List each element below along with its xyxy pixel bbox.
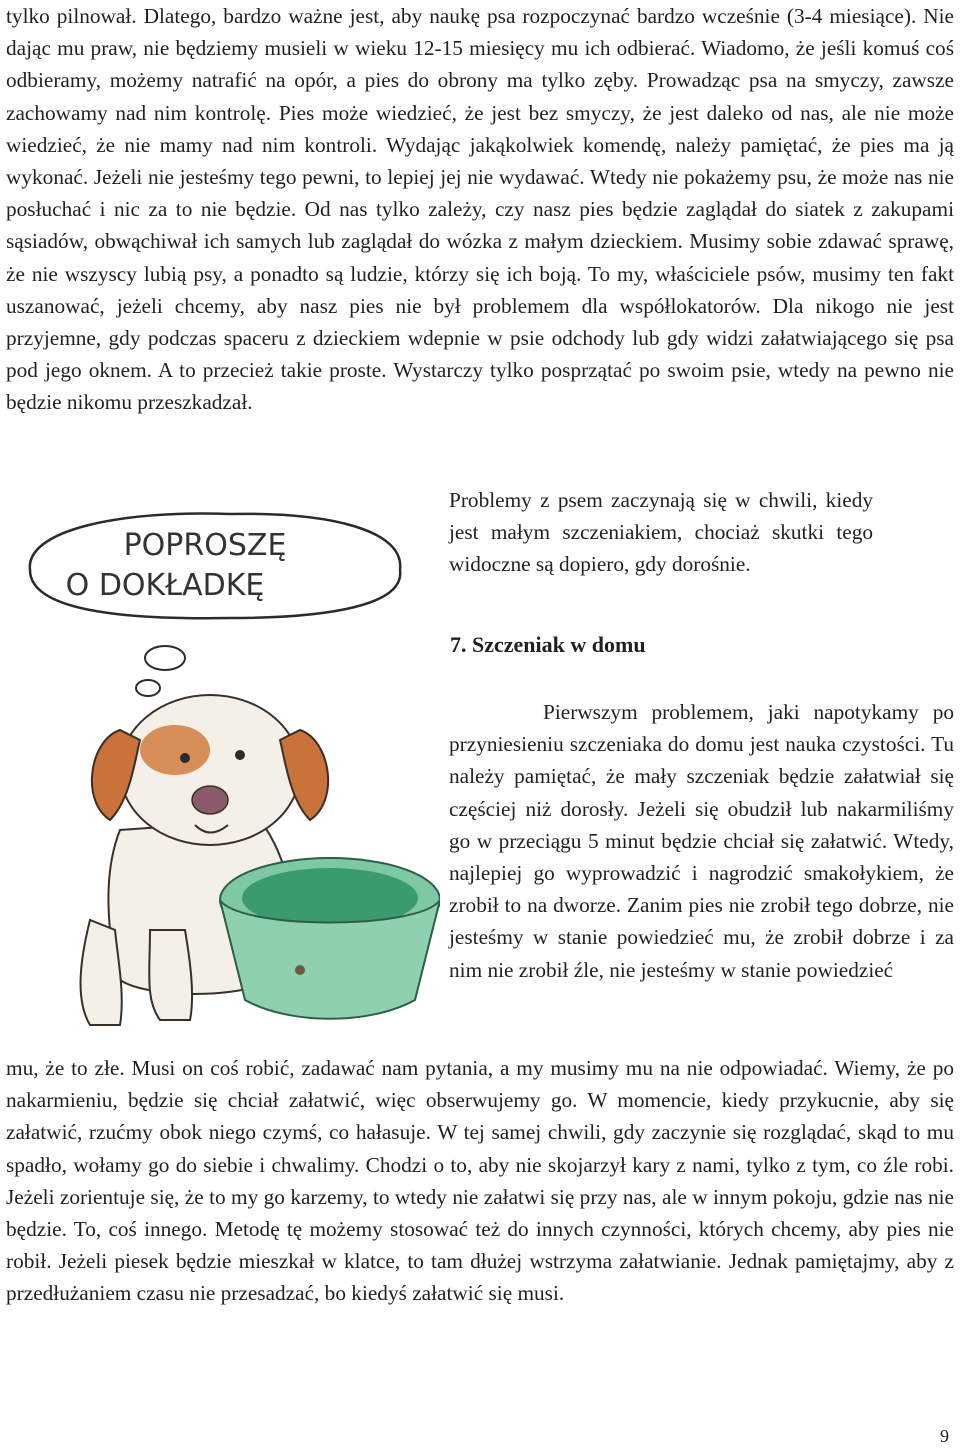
speech-bubble-line-1: POPROSZĘ bbox=[123, 528, 287, 563]
section-heading: 7. Szczeniak w domu bbox=[450, 632, 646, 657]
food-bowl bbox=[220, 858, 440, 1019]
paragraph-intro: tylko pilnował. Dlatego, bardzo ważne jest, aby naukę psa rozpoczynać bardzo wcześnie (3-4 miesiące). Nie dając mu praw, nie będziemy musieli w wieku 12-15 miesięcy mu ich odbierać. Wiadomo, że jeśli komuś coś odbieramy, możemy natrafić na opór, a pies do obrony ma tylko zęby. Prowadząc psa na smyczy, zawsze zachowamy nad nim kontrolę. Pies może wiedzieć, że jest bez smyczy, że jest daleko od nas, ale nie może wiedzieć, że nie mamy nad nim kontroli. Wydając jakąkolwiek komendę, należy pamiętać, że pies ma ją wykonać. Jeżeli nie jesteśmy tego pewni, to lepiej jej nie wydawać. Wtedy nie pokażemy psu, że może nas nie posłuchać i nic za to nie będzie. Od nas tylko zależy, czy nasz pies będzie zaglądał do siatek z zakupami sąsiadów, obwąchiwał ich samych lub zaglądał do wózka z małym dzieckiem. Musimy sobie zdawać sprawę, że nie wszyscy lubią psy, a ponadto są ludzie, którzy się ich boją. To my, właściciele psów, musimy ten fakt uszanować, jeżeli chcemy, aby nasz pies nie był problemem dla współlokatorów. Dla nikogo nie jest przyjemne, gdy podczas spaceru z dzieckiem wdepnie w psie odchody lub gdy widzi załatwiającego się psa pod jego oknem. A to przecież takie proste. Wystarczy tylko posprzątać po swoim psie, wtedy na pewno nie będzie nikomu przeszkadzał. bbox=[6, 4, 954, 415]
puppy-illustration bbox=[0, 500, 440, 1060]
paragraph-problems: Problemy z psem zaczynają się w chwili, kiedy jest małym szczeniakiem, chociaż skutki tego widoczne są dopiero, gdy dorośnie. bbox=[449, 488, 873, 577]
speech-bubble bbox=[30, 513, 400, 696]
speech-bubble-line-2: O DOKŁADKĘ bbox=[65, 568, 265, 603]
paragraph-training: mu, że to złe. Musi on coś robić, zadawać nam pytania, a my musimy mu na nie odpowiadać. Wiemy, że po nakarmieniu, będzie się chciał załatwić, więc obserwujemy go. W momencie, kiedy przykucnie, aby się załatwić, rzućmy obok niego czymś, co hałasuje. W tej samej chwili, gdy zaczynie się rozglądać, skąd to mu spadło, wołamy go do siebie i chwalimy. Chodzi o to, aby nie skojarzył kary z nami, tylko z tym, co źle robi. Jeżeli zorientuje się, że to my go karzemy, to wtedy nie załatwi się przy nas, ale w innym pokoju, gdzie nas nie będzie. To, coś innego. Metodę tę możemy stosować też do innych czynności, których chcemy, aby pies nie robił. Jeżeli piesek będzie mieszkał w klatce, to tam dłużej wstrzyma załatwianie. Jednak pamiętajmy, aby z przedłużaniem czasu nie przesadzać, bo kiedyś załatwić się musi. bbox=[6, 1056, 954, 1306]
paragraph-cleanliness: Pierwszym problemem, jaki napotykamy po przyniesieniu szczeniaka do domu jest nauka czystości. Tu należy pamiętać, że mały szczeniak będzie załatwiał się częściej niż dorosły. Jeżeli się obudził lub nakarmiliśmy go w przeciągu 5 minut będzie chciał się załatwić. Wtedy, najlepiej go wyprowadzić i nagrodzić smakołykiem, że zrobił to na dworze. Zanim pies nie zrobił tego dobrze, nie jesteśmy w stanie powiedzieć mu, że zrobił dobrze i za nim nie zrobił źle, nie jesteśmy w stanie powiedzieć bbox=[449, 700, 954, 982]
page-number: 9 bbox=[940, 1426, 949, 1446]
